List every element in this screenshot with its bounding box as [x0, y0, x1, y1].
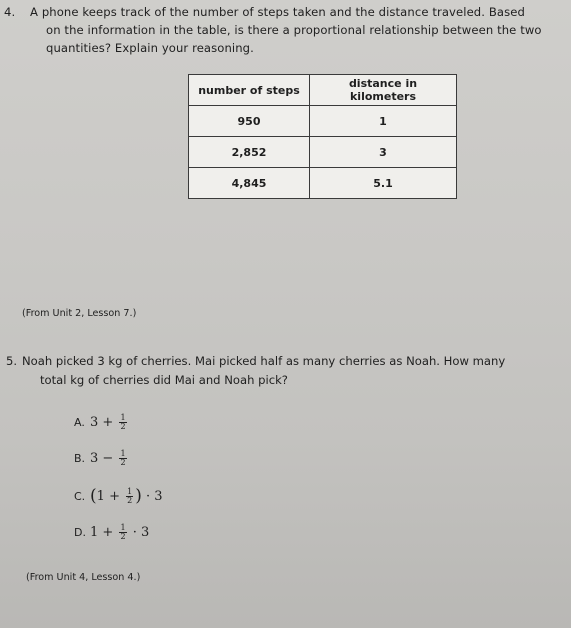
- table-cell: 950: [189, 106, 310, 137]
- fraction: [119, 450, 126, 467]
- question-4-line-2: on the information in the table, is there a proportional relationship between the two: [46, 23, 542, 37]
- question-5-line-1: Noah picked 3 kg of cherries. Mai picked half as many cherries as Noah. How many: [22, 354, 506, 368]
- expr-operator: +: [102, 415, 114, 430]
- expr-term: 1: [96, 488, 105, 504]
- header-number-of-steps: number of steps: [189, 75, 310, 106]
- table-cell: 3: [310, 137, 457, 168]
- expr-term: 3: [90, 415, 99, 430]
- question-5-line-2: total kg of cherries did Mai and Noah pick?: [40, 373, 288, 387]
- choice-expression: [90, 450, 129, 467]
- paren-open: (: [90, 486, 97, 506]
- table-header-row: [189, 75, 457, 106]
- choice-expression: [90, 414, 129, 431]
- table-cell: 1: [310, 106, 457, 137]
- fraction-denominator: 2: [120, 422, 126, 431]
- expr-operator: +: [102, 525, 114, 540]
- fraction: [119, 414, 126, 431]
- choice-letter: A.: [74, 416, 85, 429]
- question-5-number: 5.: [6, 354, 18, 368]
- fraction-denominator: 2: [127, 495, 133, 505]
- question-4: [4, 4, 564, 64]
- choice-expression: [90, 486, 163, 506]
- table-cell: 5.1: [310, 168, 457, 199]
- choice-letter: C.: [74, 489, 86, 503]
- fraction: [119, 524, 126, 541]
- header-distance-km: distance in kilometers: [310, 75, 457, 106]
- fraction-numerator: 1: [120, 449, 126, 458]
- expr-term: 1: [90, 525, 99, 540]
- expr-tail: · 3: [132, 525, 150, 540]
- expr-operator: −: [102, 451, 114, 466]
- fraction-numerator: 1: [127, 486, 133, 496]
- table-row: [189, 168, 457, 199]
- fraction-numerator: 1: [120, 523, 126, 532]
- fraction: [126, 488, 133, 505]
- source-note-unit-4: (From Unit 4, Lesson 4.): [26, 572, 141, 583]
- expr-tail: · 3: [145, 488, 163, 504]
- question-4-line-3: quantities? Explain your reasoning.: [46, 41, 254, 55]
- question-5: [6, 352, 566, 392]
- choice-d[interactable]: [74, 524, 149, 541]
- expr-operator: +: [109, 488, 120, 504]
- choice-letter: D.: [74, 526, 86, 539]
- choice-b[interactable]: [74, 450, 129, 467]
- table-row: [189, 137, 457, 168]
- choice-letter: B.: [74, 452, 86, 465]
- paren-close: ): [135, 486, 142, 506]
- source-note-unit-2: (From Unit 2, Lesson 7.): [22, 308, 137, 319]
- choice-c[interactable]: [74, 486, 163, 506]
- fraction-numerator: 1: [120, 413, 126, 422]
- table-cell: 4,845: [189, 168, 310, 199]
- table-row: [189, 106, 457, 137]
- question-4-number: 4.: [4, 5, 16, 19]
- fraction-denominator: 2: [120, 458, 126, 467]
- choice-expression: [90, 524, 149, 541]
- expr-term: 3: [90, 451, 99, 466]
- choice-a[interactable]: [74, 414, 129, 431]
- question-4-line-1: A phone keeps track of the number of steps taken and the distance traveled. Based: [30, 5, 525, 19]
- fraction-denominator: 2: [120, 532, 126, 541]
- table-cell: 2,852: [189, 137, 310, 168]
- steps-distance-table: [188, 74, 457, 199]
